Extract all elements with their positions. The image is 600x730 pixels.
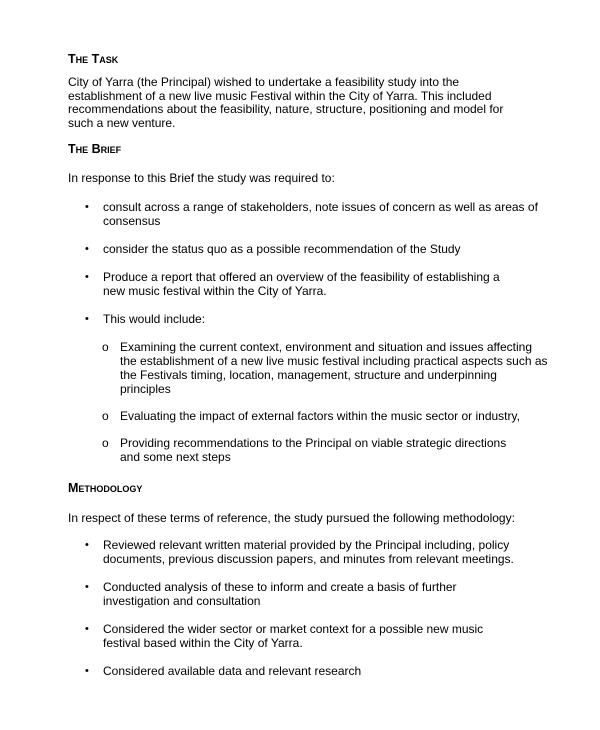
hollow-bullet-icon: o: [102, 339, 109, 354]
sub-list-item-text: Examining the current context, environment and situation and issues affecting the establishment of a new live music festival including practical aspects such as the Festivals timing, location, management, structure and underpinning principles: [120, 339, 548, 396]
list-item-text: consider the status quo as a possible recommendation of the Study: [103, 241, 461, 256]
sub-list-item: [68, 409, 548, 423]
list-item: [68, 622, 518, 650]
bullet-icon: •: [85, 665, 89, 677]
methodology-intro-paragraph: In respect of these terms of reference, the study pursued the following methodology:: [68, 510, 515, 525]
list-item-text: Considered the wider sector or market context for a possible new music festival based within the City of Yarra.: [103, 622, 484, 650]
brief-intro-paragraph: In response to this Brief the study was required to:: [68, 171, 335, 185]
list-item-text: Considered available data and relevant research: [103, 664, 362, 678]
bullet-icon: •: [85, 270, 89, 283]
list-item-text: This would include:: [103, 311, 206, 326]
sub-list-item-text: Evaluating the impact of external factors within the music sector or industry,: [120, 408, 520, 423]
list-item: [68, 664, 518, 678]
section-heading-methodology: Methodology: [68, 480, 143, 495]
section-heading-task: The Task: [68, 52, 119, 66]
sub-list-item: [68, 436, 548, 464]
sub-list-item: [68, 340, 548, 396]
list-item: [68, 312, 538, 326]
methodology-bullet-list: [68, 538, 518, 678]
bullet-icon: •: [85, 312, 89, 325]
hollow-bullet-icon: o: [102, 408, 109, 423]
list-item: [68, 538, 518, 566]
bullet-icon: •: [85, 581, 89, 593]
list-item: [68, 270, 538, 298]
bullet-icon: •: [85, 539, 89, 551]
brief-bullet-list: [68, 200, 538, 326]
list-item: [68, 580, 518, 608]
bullet-icon: •: [85, 242, 89, 255]
list-item-text: Produce a report that offered an overview of the feasibility of establishing a new music festival within the City of Yarra.: [103, 269, 500, 298]
list-item-text: consult across a range of stakeholders, note issues of concern as well as areas of consensus: [103, 199, 538, 228]
hollow-bullet-icon: o: [102, 435, 109, 450]
bullet-icon: •: [85, 200, 89, 213]
section-heading-brief: The Brief: [68, 142, 122, 156]
list-item-text: Conducted analysis of these to inform and create a basis of further investigation and consultation: [103, 580, 457, 608]
brief-sub-bullet-list: [68, 340, 548, 464]
task-paragraph: City of Yarra (the Principal) wished to undertake a feasibility study into the establishment of a new live music Festival within the City of Yarra. This included recommendations about the feasibility, nature, structure, positioning and model for such a new venture.: [68, 75, 504, 130]
sub-list-item-text: Providing recommendations to the Principal on viable strategic directions and some next steps: [120, 435, 507, 464]
bullet-icon: •: [85, 623, 89, 635]
list-item: [68, 242, 538, 256]
list-item-text: Reviewed relevant written material provided by the Principal including, policy documents, previous discussion papers, and minutes from relevant meetings.: [103, 538, 514, 566]
list-item: [68, 200, 538, 228]
